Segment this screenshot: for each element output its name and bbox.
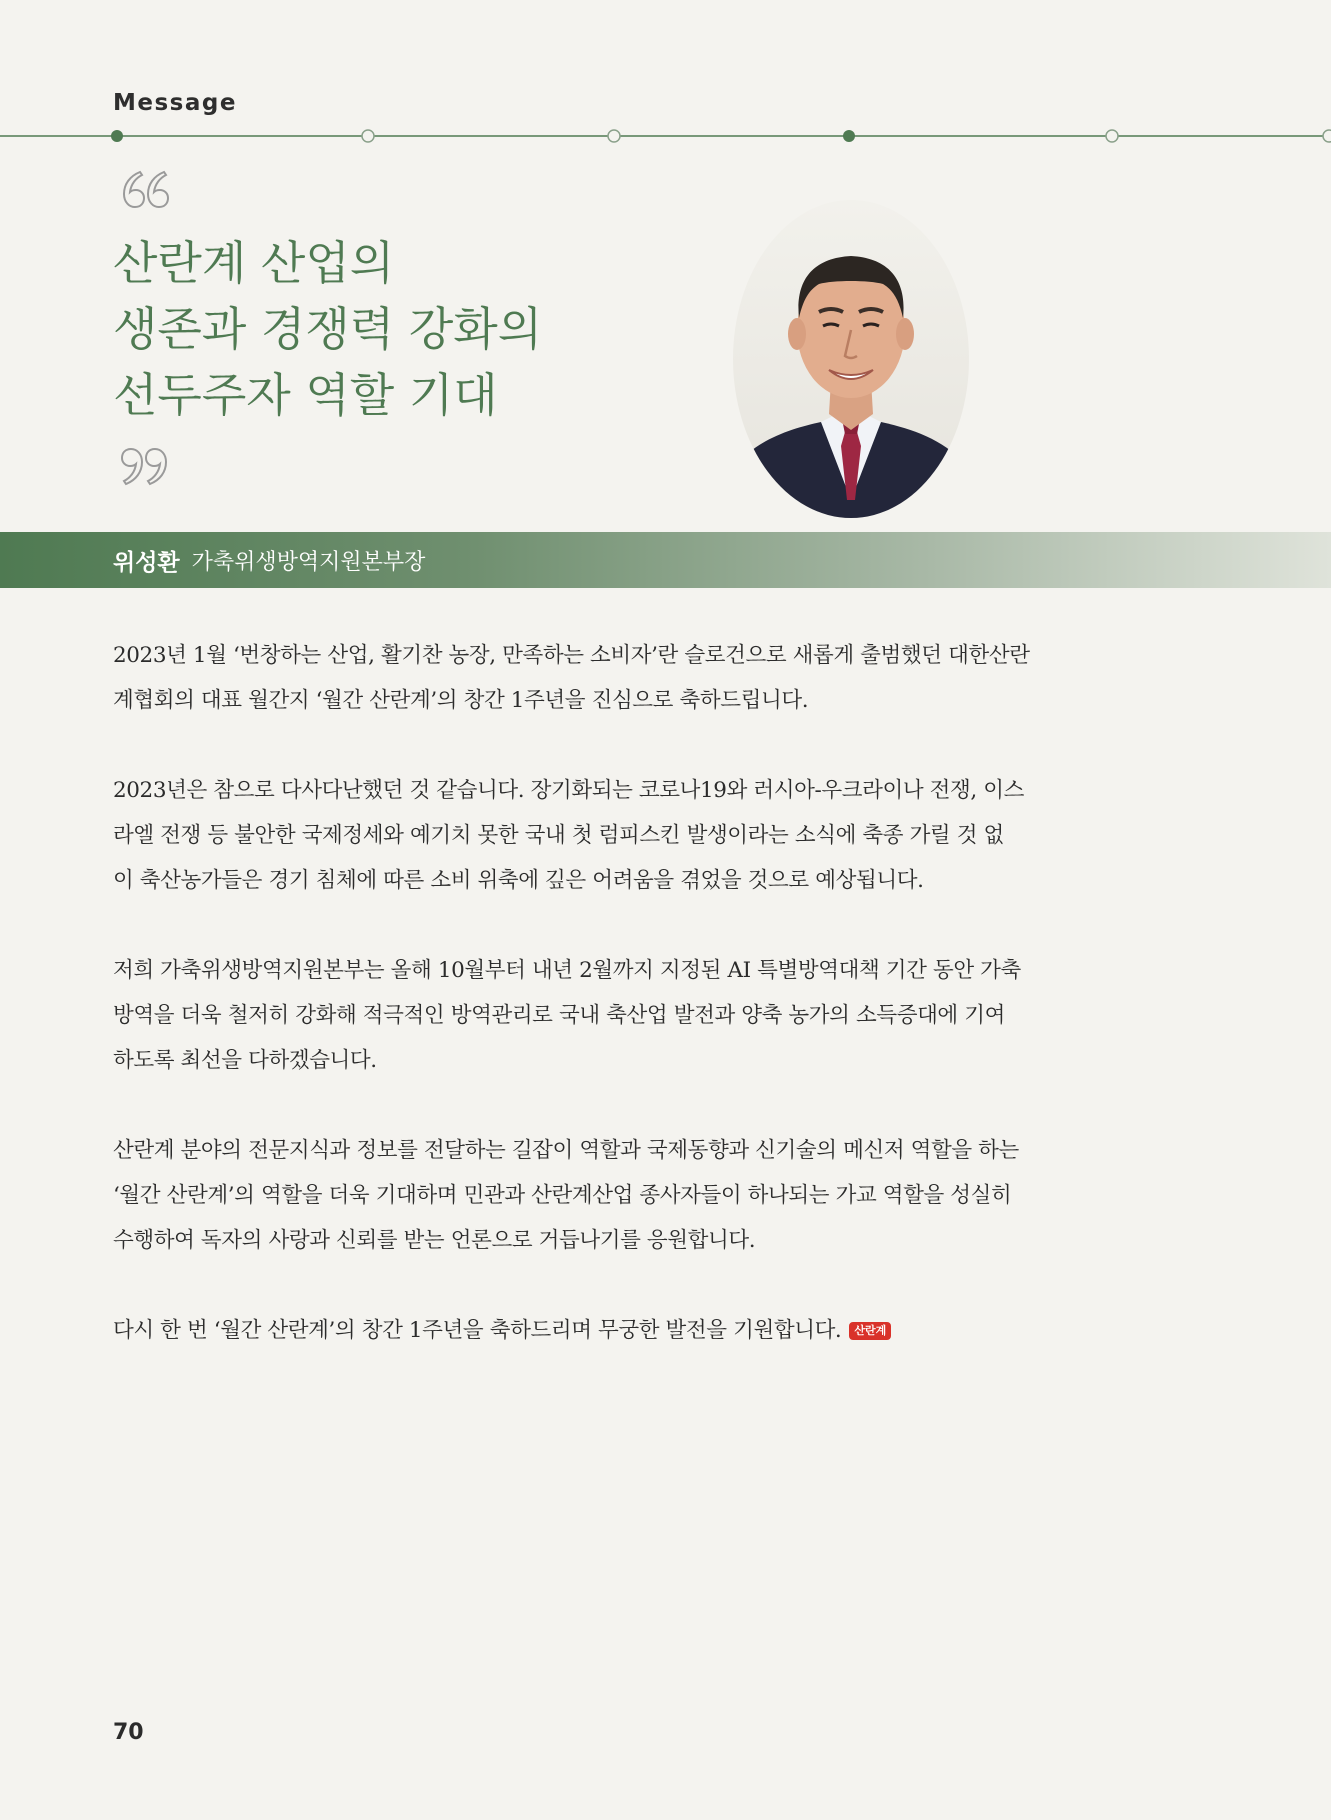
timeline-dot [608,130,620,142]
headline-line: 생존과 경쟁력 강화의 [113,302,543,356]
author-portrait [733,200,969,518]
text-line: 계협회의 대표 월간지 ‘월간 산란계’의 창간 1주년을 진심으로 축하드립니다. [113,688,809,713]
timeline-dot-filled [111,130,123,142]
headline-line: 선두주자 역할 기대 [113,368,498,422]
text-line: 산란계 분야의 전문지식과 정보를 전달하는 길잡이 역할과 국제동향과 신기술의 메신저 역할을 하는 [113,1138,1019,1163]
section-label: Message [113,90,237,116]
text-line: 2023년은 참으로 다사다난했던 것 같습니다. 장기화되는 코로나19와 러시아-우크라이나 전쟁, 이스 [113,778,1024,803]
author-name: 위성환 [113,549,180,576]
text-line: 하도록 최선을 다하겠습니다. [113,1048,377,1073]
paragraph [113,1128,1123,1263]
text-line: ‘월간 산란계’의 역할을 더욱 기대하며 민관과 산란계산업 종사자들이 하나되는 가교 역할을 성실히 [113,1183,1012,1208]
paragraph [113,1308,1123,1353]
text-line: 방역을 더욱 철저히 강화해 적극적인 방역관리로 국내 축산업 발전과 양축 농가의 소득증대에 기여 [113,1003,1005,1028]
headline [113,230,673,428]
text-line: 저희 가축위생방역지원본부는 올해 10월부터 내년 2월까지 지정된 AI 특별방역대책 기간 동안 가축 [113,958,1021,983]
text-line-content: 다시 한 번 ‘월간 산란계’의 창간 1주년을 축하드리며 무궁한 발전을 기원합니다. [113,1318,842,1343]
open-quote-icon [120,168,170,212]
end-logo-badge: 산란계 [849,1322,891,1340]
paragraph [113,768,1123,903]
text-line: 2023년 1월 ‘번창하는 산업, 활기찬 농장, 만족하는 소비자’란 슬로건으로 새롭게 출범했던 대한산란 [113,643,1030,668]
timeline-dot [362,130,374,142]
text-line: 수행하여 독자의 사랑과 신뢰를 받는 언론으로 거듭나기를 응원합니다. [113,1228,756,1253]
author-name-bar [0,532,1331,588]
timeline-decoration [0,126,1331,146]
timeline-dot [1323,130,1331,142]
close-quote-icon [120,444,170,488]
article-body [113,633,1123,1398]
paragraph [113,633,1123,723]
page-number: 70 [113,1720,144,1745]
text-line: 이 축산농가들은 경기 침체에 따른 소비 위축에 깊은 어려움을 겪었을 것으로 예상됩니다. [113,868,924,893]
text-line: 라엘 전쟁 등 불안한 국제정세와 예기치 못한 국내 첫 럼피스킨 발생이라는 소식에 축종 가릴 것 없 [113,823,1004,848]
timeline-dot-filled [843,130,855,142]
paragraph [113,948,1123,1083]
headline-line: 산란계 산업의 [113,236,395,290]
timeline-dot [1106,130,1118,142]
author-title: 가축위생방역지원본부장 [191,549,426,575]
text-line [113,1308,1123,1353]
